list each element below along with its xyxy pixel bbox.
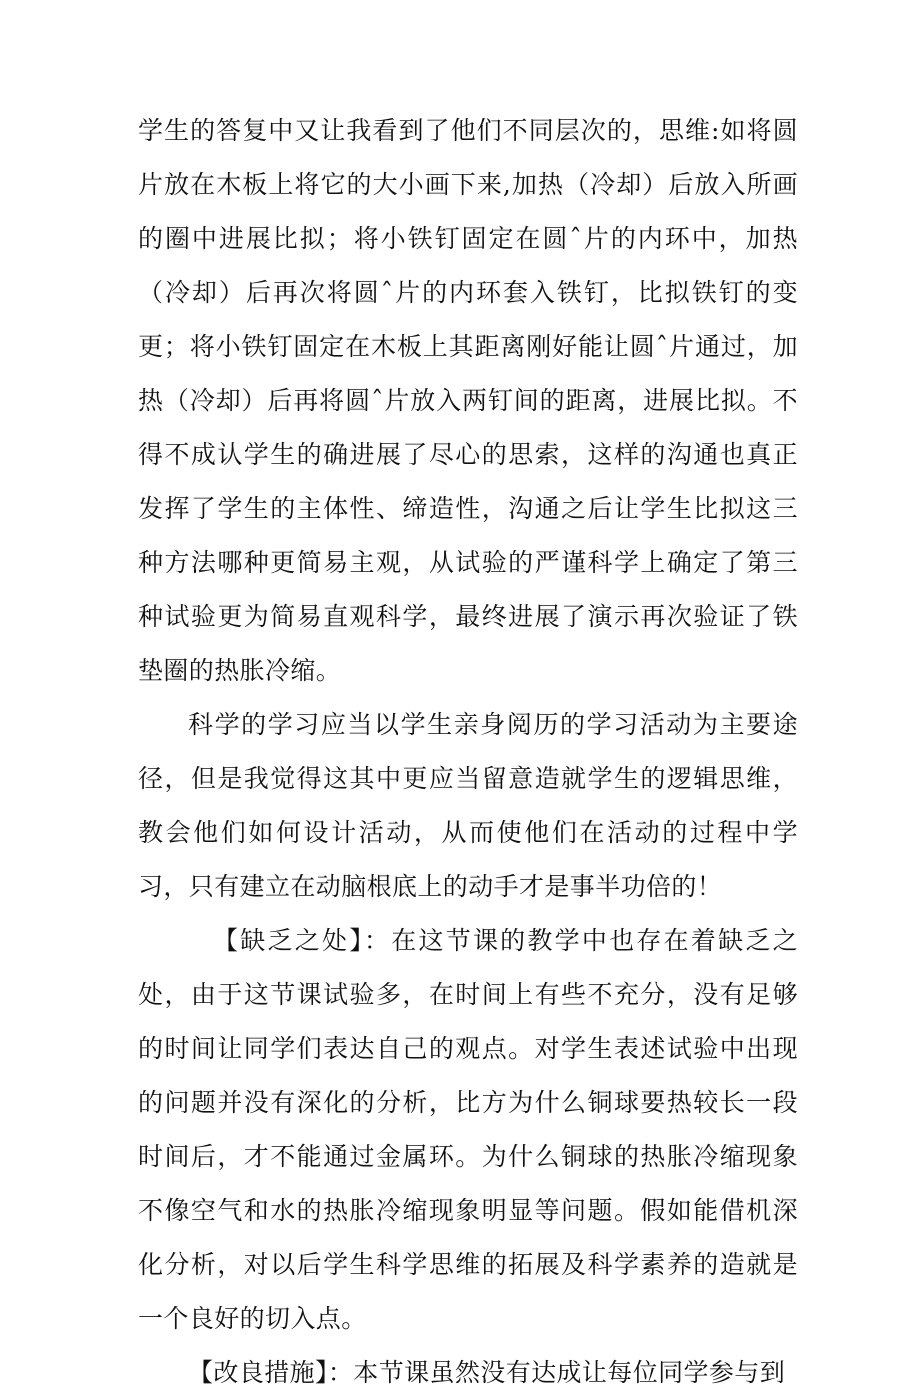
paragraph-shortcomings [138, 914, 798, 1346]
section-heading-shortcomings: 【缺乏之处】 [213, 926, 364, 955]
paragraph-text: ：在这节课的教学中也存在着缺乏之处，由于这节课试验多，在时间上有些不充分，没有足够的时间让同学们表达自己的观点。对学生表述试验中出现的问题并没有深化的分析，比方为什么铜球要热较长一段时间后，才不能通过金属环。为什么铜球的热胀冷缩现象不像空气和水的热胀冷缩现象明显等问题。假如能借机深化分析，对以后学生科学思维的拓展及科学素养的造就是一个良好的切入点。 [138, 926, 799, 1333]
document-body [138, 104, 798, 1400]
section-heading-improvements: 【改良措施】 [188, 1358, 328, 1387]
paragraph-text: 学生的答复中又让我看到了他们不同层次的，思维:如将圆片放在木板上将它的大小画下来,加热（冷却）后放入所画的圈中进展比拟；将小铁钉固定在圆ˆ片的内环中，加热（冷却）后再次将圆ˆ片的内环套入铁钉，比拟铁钉的变更；将小铁钉固定在木板上其距离刚好能让圆ˆ片通过，加热（冷却）后再将圆ˆ片放入两钉间的距离，进展比拟。不得不成认学生的确进展了尽心的思索，这样的沟通也真正发挥了学生的主体性、缔造性，沟通之后让学生比拟这三种方法哪种更简易主观，从试验的严谨科学上确定了第三种试验更为简易直观科学，最终进展了演示再次验证了铁垫圈的热胀冷缩。 [138, 116, 798, 685]
paragraph-student-answers [138, 104, 798, 698]
paragraph-science-learning [138, 698, 798, 914]
paragraph-improvements [138, 1346, 798, 1400]
paragraph-text: 科学的学习应当以学生亲身阅历的学习活动为主要途径，但是我觉得这其中更应当留意造就学生的逻辑思维，教会他们如何设计活动，从而使他们在活动的过程中学习，只有建立在动脑根底上的动手才是事半功倍的！ [138, 710, 798, 901]
paragraph-text: ：本节课虽然没有达成让每位同学参与到 [327, 1358, 786, 1387]
